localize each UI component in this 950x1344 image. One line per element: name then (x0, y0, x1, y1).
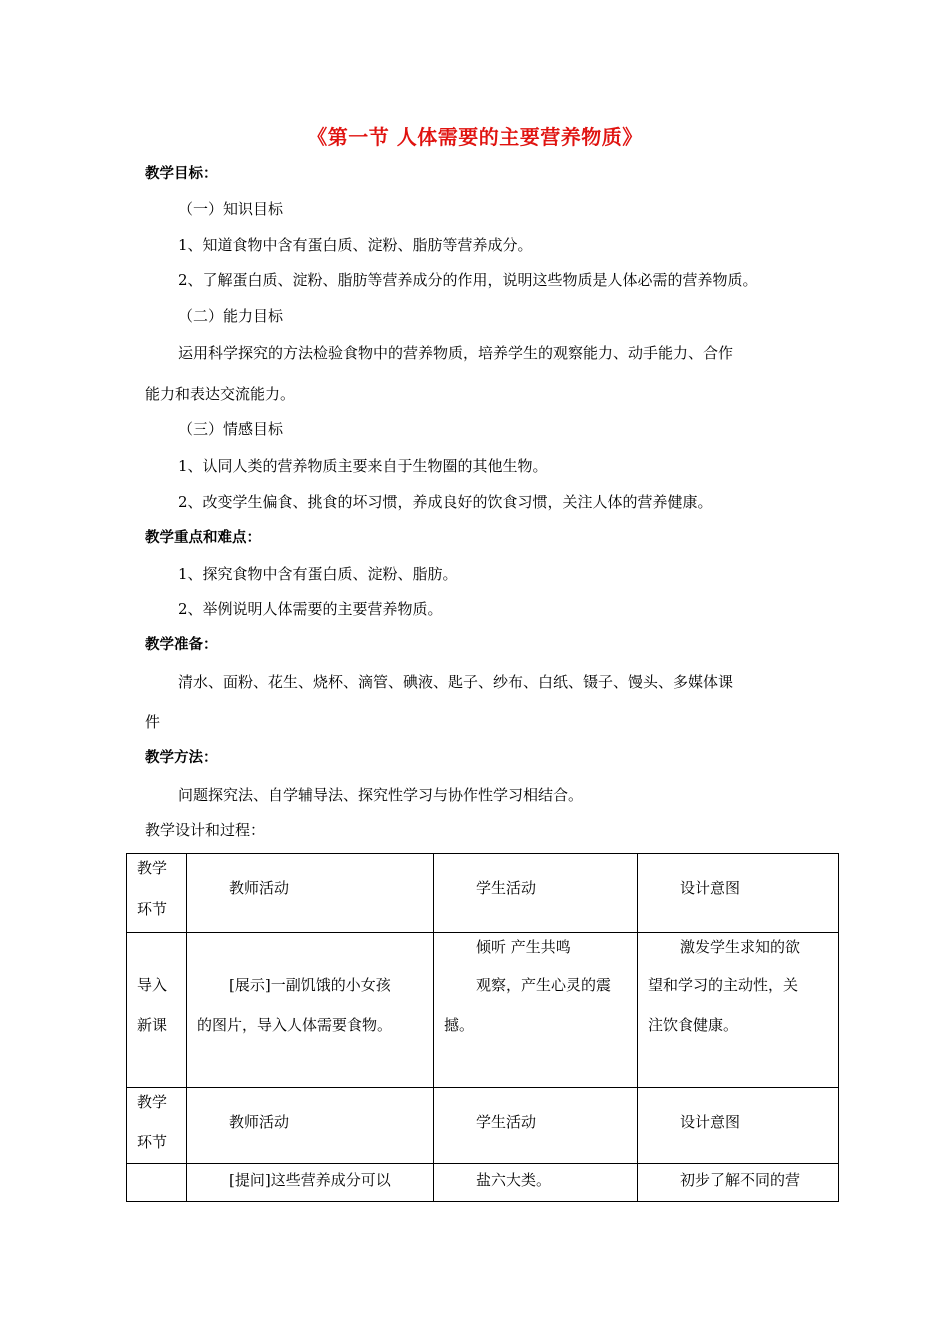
design-intent: 初步了解不同的营 (680, 1171, 801, 1189)
table-cell (434, 1164, 638, 1202)
key-points-heading: 教学重点和难点： (145, 530, 261, 546)
emotion-item: 1、认同人类的营养物质主要来自于生物圈的其他生物。 (178, 457, 548, 475)
table-cell (127, 933, 187, 1088)
table-cell (638, 1088, 839, 1164)
ability-text: 运用科学探究的方法检验食物中的营养物质，培养学生的观察能力、动手能力、合作 (178, 344, 734, 362)
lesson-design-table (126, 853, 839, 1202)
teacher-header: 教师活动 (229, 879, 290, 897)
emotion-heading: （三）情感目标 (178, 420, 284, 438)
ability-heading: （二）能力目标 (178, 307, 284, 325)
stage-label: 新课 (137, 1016, 168, 1034)
student-activity: 盐六大类。 (476, 1171, 552, 1189)
design-intent: 激发学生求知的欲 (680, 938, 801, 956)
table-cell (127, 1164, 187, 1202)
document-title: 《第一节 人体需要的主要营养物质》 (307, 125, 643, 149)
table-cell (127, 854, 187, 933)
table-cell (434, 933, 638, 1088)
table-cell (187, 933, 434, 1088)
student-activity: 观察，产生心灵的震 (476, 976, 612, 994)
method-text: 问题探究法、自学辅导法、探究性学习与协作性学习相结合。 (178, 786, 584, 804)
teacher-activity: 的图片，导入人体需要食物。 (197, 1016, 393, 1034)
preparation-heading: 教学准备： (145, 637, 218, 653)
knowledge-heading: （一）知识目标 (178, 200, 284, 218)
key-point-item: 2、举例说明人体需要的主要营养物质。 (178, 600, 443, 618)
key-point-item: 1、探究食物中含有蛋白质、淀粉、脂肪。 (178, 565, 458, 583)
design-intent: 望和学习的主动性，关 (648, 976, 799, 994)
table-cell (187, 1088, 434, 1164)
teacher-activity: [提问]这些营养成分可以 (229, 1171, 391, 1189)
design-intent: 注饮食健康。 (648, 1016, 739, 1034)
stage-header: 环节 (137, 900, 168, 918)
student-header: 学生活动 (476, 1113, 537, 1131)
stage-label: 导入 (137, 976, 168, 994)
objectives-heading: 教学目标： (145, 166, 218, 182)
table-cell (187, 854, 434, 933)
student-activity: 倾听 产生共鸣 (476, 938, 571, 956)
table-cell (127, 1088, 187, 1164)
stage-header: 教学 (137, 1093, 168, 1111)
stage-header: 环节 (137, 1133, 168, 1151)
ability-text: 能力和表达交流能力。 (145, 385, 296, 403)
table-cell (638, 1164, 839, 1202)
student-header: 学生活动 (476, 879, 537, 897)
knowledge-item: 2、了解蛋白质、淀粉、脂肪等营养成分的作用，说明这些物质是人体必需的营养物质。 (178, 271, 758, 289)
table-row (127, 1164, 839, 1202)
table-row (127, 933, 839, 1088)
table-cell (638, 854, 839, 933)
stage-header: 教学 (137, 859, 168, 877)
table-cell (434, 854, 638, 933)
table-header-row (127, 1088, 839, 1164)
method-heading: 教学方法： (145, 750, 218, 766)
preparation-text: 清水、面粉、花生、烧杯、滴管、碘液、匙子、纱布、白纸、镊子、馒头、多媒体课 (178, 673, 734, 691)
teacher-header: 教师活动 (229, 1113, 290, 1131)
emotion-item: 2、改变学生偏食、挑食的坏习惯，养成良好的饮食习惯，关注人体的营养健康。 (178, 493, 713, 511)
intent-header: 设计意图 (680, 879, 741, 897)
student-activity: 撼。 (444, 1016, 475, 1034)
table-cell (187, 1164, 434, 1202)
table-cell (434, 1088, 638, 1164)
process-heading: 教学设计和过程： (145, 821, 266, 839)
teacher-activity: [展示]一副饥饿的小女孩 (229, 976, 391, 994)
table-cell (638, 933, 839, 1088)
knowledge-item: 1、知道食物中含有蛋白质、淀粉、脂肪等营养成分。 (178, 236, 533, 254)
preparation-text: 件 (145, 713, 161, 731)
table-header-row (127, 854, 839, 933)
intent-header: 设计意图 (680, 1113, 741, 1131)
